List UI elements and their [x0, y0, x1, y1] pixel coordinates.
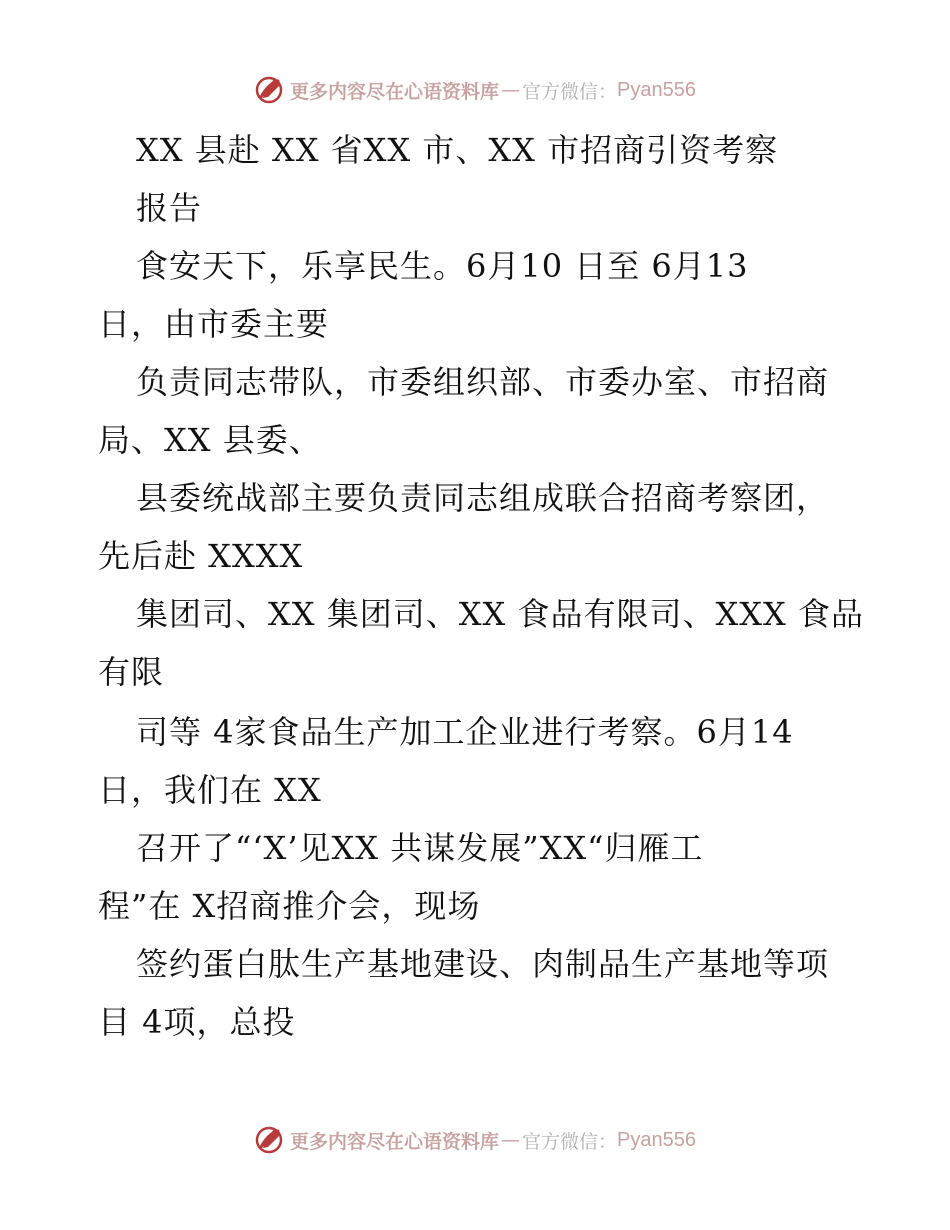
banner-separator: —	[501, 79, 521, 101]
paragraph-line: 司等 4家食品生产加工企业进行考察。6月14	[136, 713, 794, 751]
paragraph-line: 先后赴 XXXX	[98, 537, 304, 575]
logo-icon	[254, 1125, 284, 1155]
title-line-2: 报告	[136, 189, 203, 227]
banner-wechat-id: Pyan556	[617, 78, 696, 101]
header-banner	[0, 72, 950, 108]
paragraph-line: 日，由市委主要	[98, 305, 330, 343]
paragraph-line: 食安天下，乐享民生。6月10 日至 6月13	[136, 247, 749, 285]
banner-main-text: 更多内容尽在心语资料库	[290, 80, 500, 103]
paragraph-line: 局、XX 县委、	[98, 421, 322, 459]
paragraph-line: 日，我们在 XX	[98, 771, 322, 809]
paragraph-line: 目 4项，总投	[98, 1003, 296, 1041]
banner-wechat-label: 官方微信：	[522, 80, 618, 103]
paragraph-line: 签约蛋白肽生产基地建设、肉制品生产基地等项	[136, 945, 830, 983]
banner-wechat-id: Pyan556	[617, 1128, 696, 1151]
paragraph-line: 召开了“‘X’见XX 共谋发展”XX“归雁工	[136, 829, 704, 867]
banner-wechat-label: 官方微信：	[522, 1130, 618, 1153]
banner-main-text: 更多内容尽在心语资料库	[290, 1130, 500, 1153]
banner-separator: —	[501, 1129, 521, 1151]
paragraph-line: 程”在 X招商推介会，现场	[98, 887, 481, 925]
footer-banner	[0, 1122, 950, 1158]
paragraph-line: 有限	[98, 653, 165, 691]
paragraph-line: 负责同志带队，市委组织部、市委办室、市招商	[136, 363, 830, 401]
logo-icon	[254, 75, 284, 105]
paragraph-line: 集团司、XX 集团司、XX 食品有限司、XXX 食品	[136, 595, 864, 633]
title-line-1: XX 县赴 XX 省XX 市、XX 市招商引资考察	[136, 131, 779, 169]
paragraph-line: 县委统战部主要负责同志组成联合招商考察团，	[136, 479, 830, 517]
